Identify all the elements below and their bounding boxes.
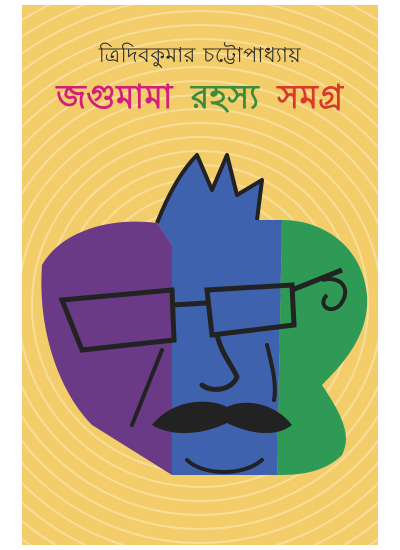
book-cover	[22, 5, 378, 545]
title-word-3: সমগ্র	[277, 77, 344, 116]
book-title	[22, 71, 378, 127]
title-word-2: রহস্য	[190, 77, 260, 116]
title-word-1: জগুমামা	[56, 77, 173, 116]
author-name: ত্রিদিবকুমার চট্টোপাধ্যায়	[98, 43, 302, 67]
